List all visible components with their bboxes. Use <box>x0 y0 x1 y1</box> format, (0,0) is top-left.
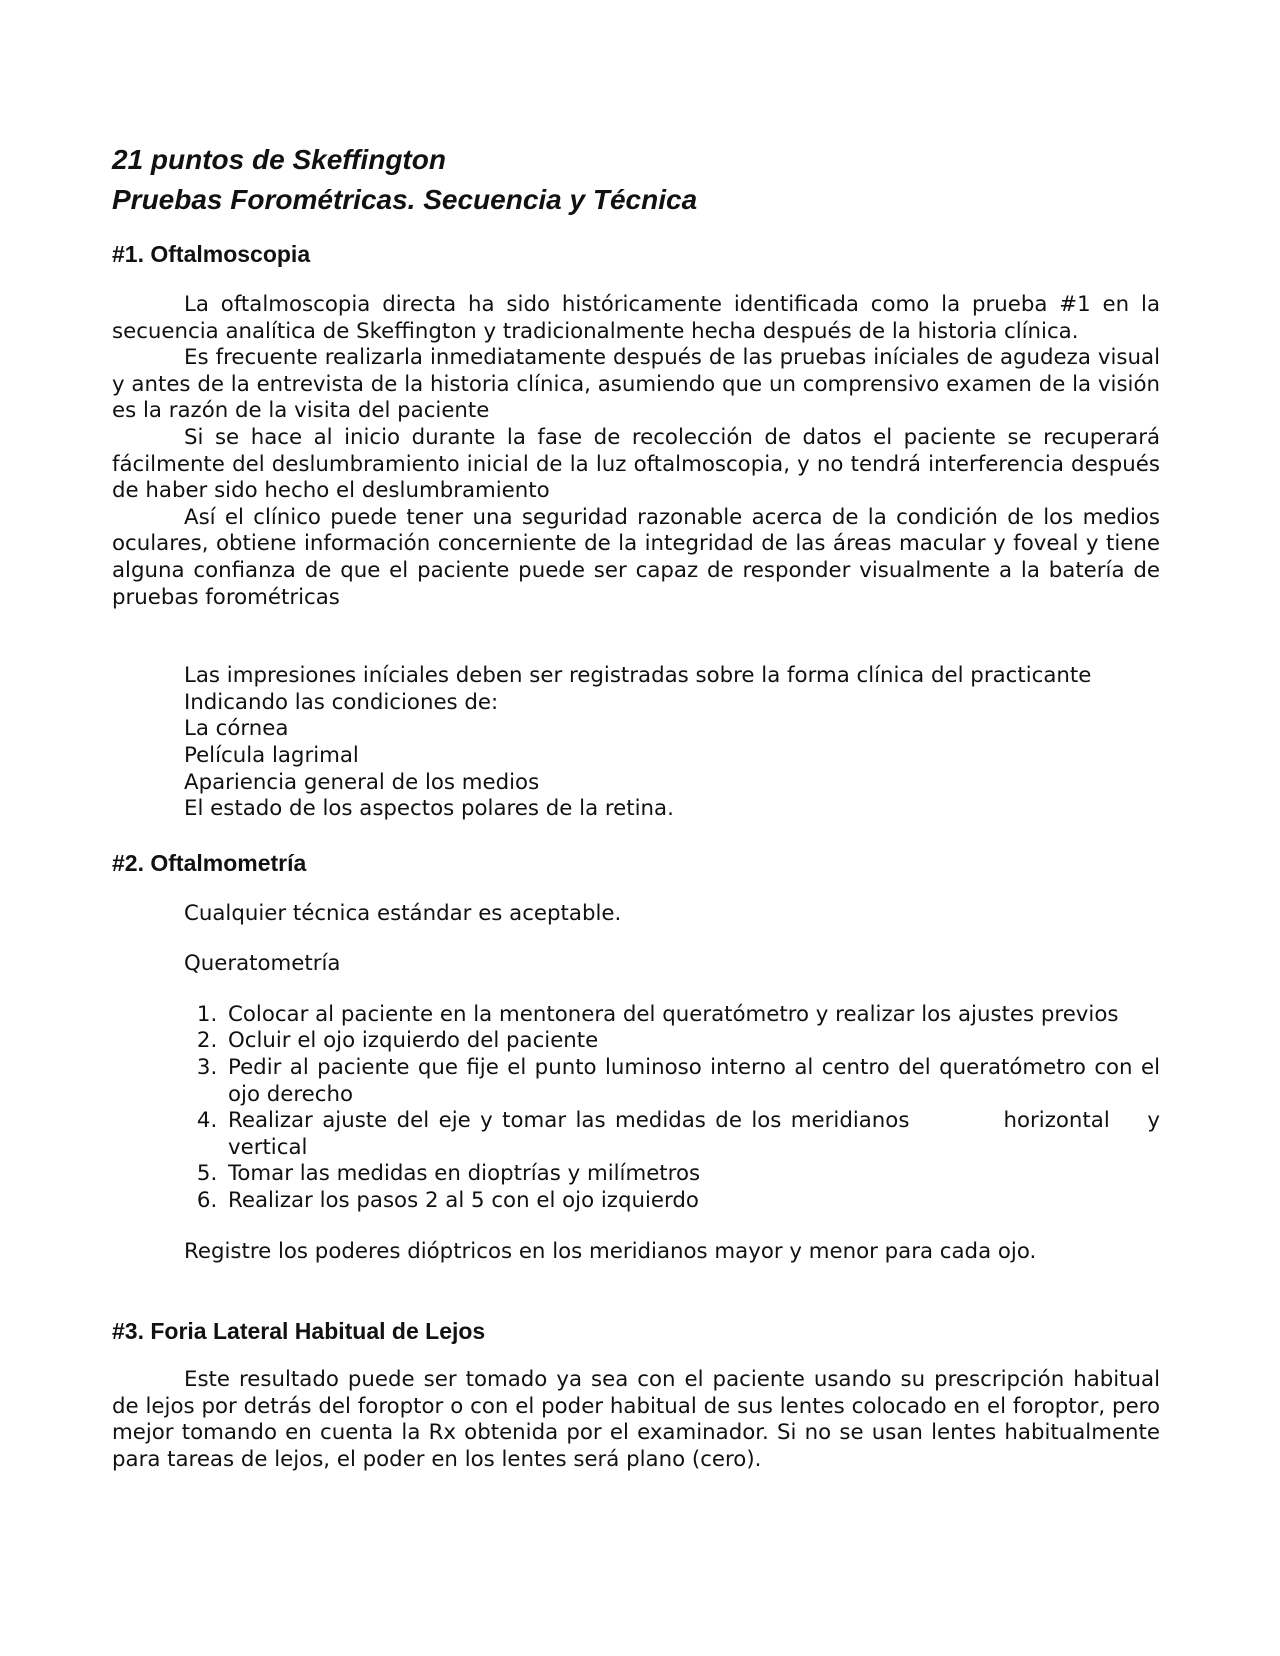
document-title: 21 puntos de Skeffington <box>112 144 446 175</box>
list-item: 3. Pedir al paciente que fije el punto luminoso interno al centro del queratómetro con el ojo derecho <box>224 1055 1160 1108</box>
document-page <box>112 140 1167 1474</box>
condition-item: Película lagrimal <box>184 742 359 768</box>
list-item: 5. Tomar las medidas en dioptrías y milímetros <box>224 1161 1160 1188</box>
register-text: Registre los poderes dióptricos en los meridianos mayor y menor para cada ojo. <box>184 1238 1037 1264</box>
technique-text: Cualquier técnica estándar es aceptable. <box>184 900 622 926</box>
list-item: 6. Realizar los pasos 2 al 5 con el ojo izquierdo <box>224 1188 1160 1215</box>
subheading-queratometria: Queratometría <box>184 951 341 977</box>
section-heading-oftalmometria: #2. Oftalmometría <box>112 849 307 876</box>
list-item: 4. Realizar ajuste del eje y tomar las medidas de los meridianos horizontal y vertical <box>224 1108 1160 1161</box>
condition-item: Apariencia general de los medios <box>184 769 540 795</box>
section-heading-oftalmoscopia: #1. Oftalmoscopia <box>112 241 311 267</box>
paragraph: Este resultado puede ser tomado ya sea con el paciente usando su prescripción habitual de lejos por detrás del foroptor o con el poder habitual de sus lentes colocado en el foroptor, pero mejor tomando en cuenta la Rx obtenida por el examinador. Si no se usan lentes habitualmente para tareas de lejos, el poder en los lentes será plano (cero). <box>112 1367 1160 1472</box>
paragraph: Así el clínico puede tener una seguridad razonable acerca de la condición de los medios oculares, obtiene información concerniente de la integridad de las áreas macular y foveal y tiene alguna confianza de que el paciente puede ser capaz de responder visualmente a la batería de pruebas forométricas <box>112 504 1160 610</box>
condition-item: La córnea <box>184 716 289 742</box>
paragraph: Es frecuente realizarla inmediatamente después de las pruebas iníciales de agudeza visual y antes de la entrevista de la historia clínica, asumiendo que un comprensivo examen de la visión es la razón de la visita del paciente <box>112 345 1160 424</box>
section-heading-foria: #3. Foria Lateral Habitual de Lejos <box>112 1318 486 1345</box>
steps-list <box>112 1001 1167 1215</box>
list-item: 1. Colocar al paciente en la mentonera del queratómetro y realizar los ajustes previos <box>224 1002 1160 1029</box>
paragraph-impressions: Las impresiones iníciales deben ser registradas sobre la forma clínica del practicante <box>184 663 1092 689</box>
conditions-intro: Indicando las condiciones de: <box>184 689 499 715</box>
paragraph: La oftalmoscopia directa ha sido históricamente identificada como la prueba #1 en la secuencia analítica de Skeffington y tradicionalmente hecha después de la historia clínica. <box>112 292 1160 344</box>
document-subtitle: Pruebas Forométricas. Secuencia y Técnica <box>112 184 698 215</box>
paragraph: Si se hace al inicio durante la fase de recolección de datos el paciente se recuperará fácilmente del deslumbramiento inicial de la luz oftalmoscopia, y no tendrá interferencia después de haber sido hecho el deslumbramiento <box>112 424 1160 504</box>
list-item: 2. Ocluir el ojo izquierdo del paciente <box>224 1028 1160 1055</box>
condition-item: El estado de los aspectos polares de la retina. <box>184 796 674 822</box>
